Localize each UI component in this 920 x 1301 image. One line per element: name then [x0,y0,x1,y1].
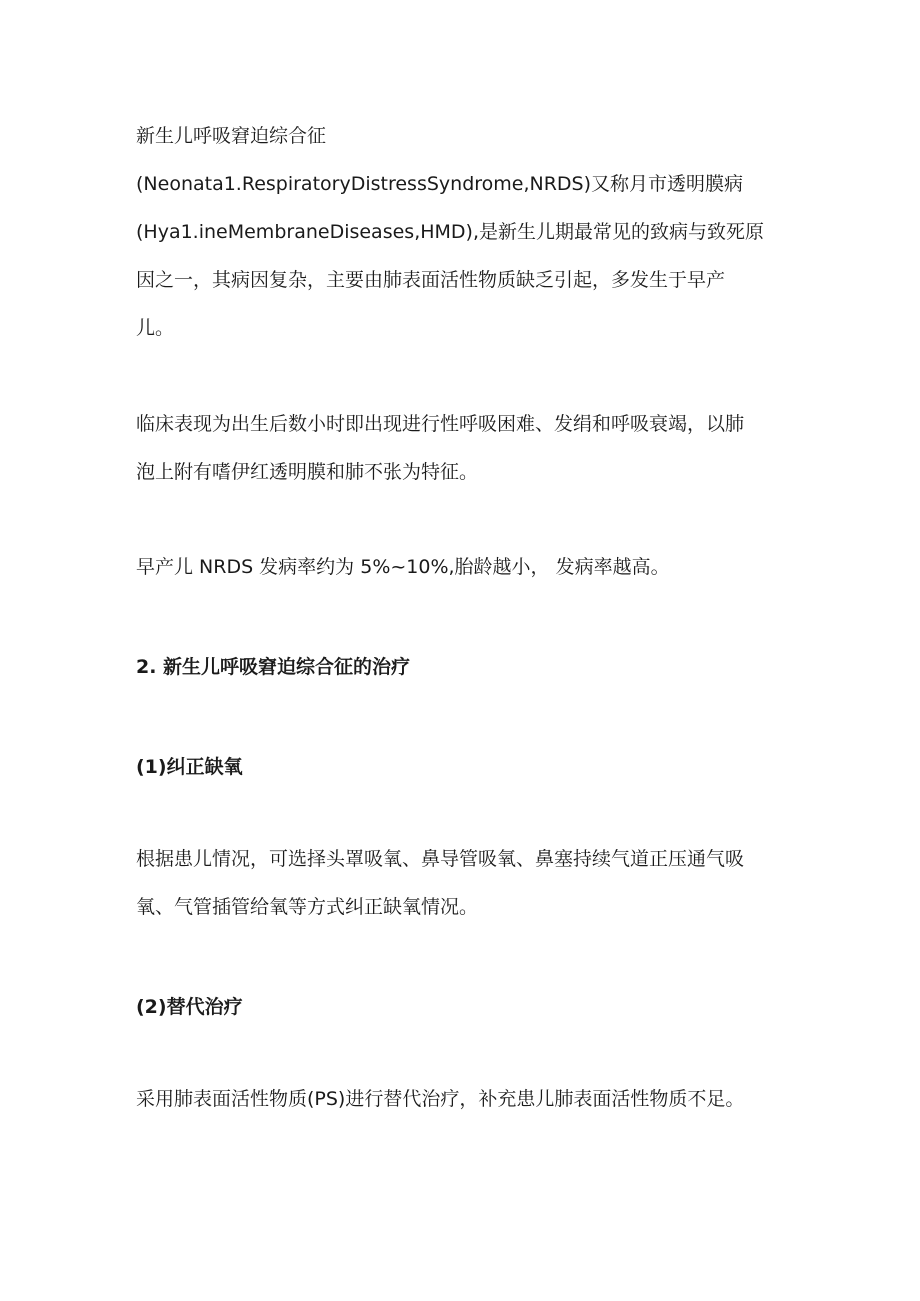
intro-line-1: 新生儿呼吸窘迫综合征 [136,125,327,147]
intro-paragraph [136,112,796,352]
incidence-line: 早产儿 NRDS 发病率约为 5%~10%,胎龄越小， 发病率越高。 [136,556,670,578]
intro-line-4: 因之一，其病因复杂，主要由肺表面活性物质缺乏引起，多发生于早产 [136,269,726,291]
sub1-title: (1)纠正缺氧 [136,756,243,778]
sub1-paragraph [136,835,796,931]
section-heading [136,643,796,691]
sub1-line-1: 根据患儿情况，可选择头罩吸氧、鼻导管吸氧、鼻塞持续气道正压通气吸 [136,848,745,870]
clinical-line-1: 临床表现为出生后数小时即出现进行性呼吸困难、发绢和呼吸衰竭，以肺 [136,413,745,435]
subsection-heading-2 [136,983,796,1031]
section-title: 2. 新生儿呼吸窘迫综合征的治疗 [136,656,411,678]
intro-line-2: (Neonata1.RespiratoryDistressSyndrome,NRDS)又称月市透明膜病 [136,173,744,195]
subsection-heading-1 [136,743,796,791]
sub2-line: 采用肺表面活性物质(PS)进行替代治疗，补充患儿肺表面活性物质不足。 [136,1088,745,1110]
intro-line-3: (Hya1.ineMembraneDiseases,HMD),是新生儿期最常见的致病与致死原 [136,221,764,243]
intro-line-5: 儿。 [136,317,175,339]
incidence-paragraph [136,543,796,591]
clinical-line-2: 泡上附有嗜伊红透明膜和肺不张为特征。 [136,461,479,483]
sub1-line-2: 氧、气管插管给氧等方式纠正缺氧情况。 [136,896,479,918]
sub2-title: (2)替代治疗 [136,996,243,1018]
sub2-paragraph [136,1075,796,1123]
clinical-paragraph [136,400,796,496]
